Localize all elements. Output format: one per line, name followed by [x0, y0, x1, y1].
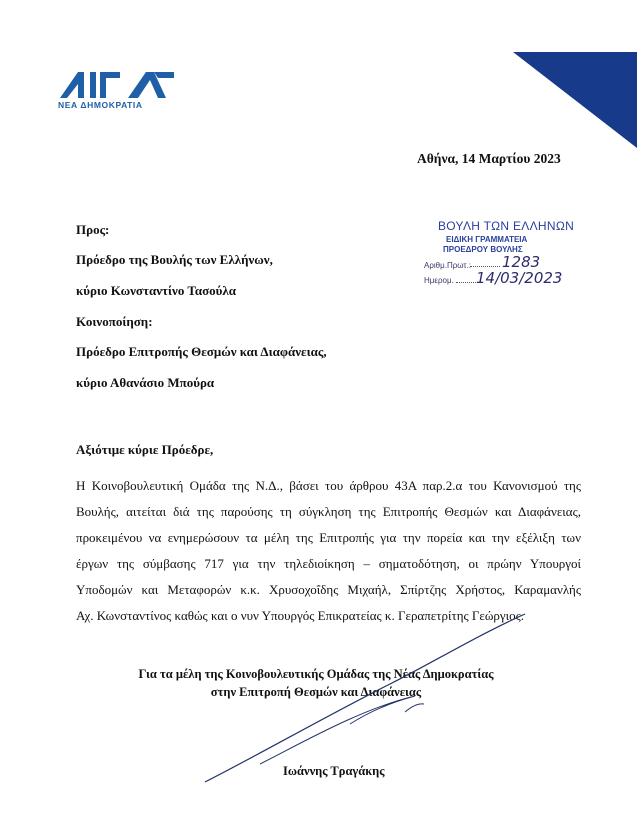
stamp-date-value: 14/03/2023: [476, 269, 563, 287]
body-line: προκειμένου να ενημερώσουν τα μέλη της Επιτροπής για την πορεία και την εξέλιξη των: [76, 530, 581, 545]
body-line: Αχ. Κωνσταντίνος καθώς και ο νυν Υπουργός Επικρατείας κ. Γεραπετρίτης Γεώργιος.: [76, 608, 525, 623]
cc-label: Κοινοποίηση:: [76, 314, 153, 329]
stamp-protocol-dots: [470, 266, 500, 267]
stamp-date-label: Ημερομ.: [424, 276, 454, 285]
logo-text: ΝΕΑ ΔΗΜΟΚΡΑΤΙΑ: [58, 100, 143, 110]
stamp-line-3: ΠΡΟΕΔΡΟΥ ΒΟΥΛΗΣ: [443, 245, 523, 254]
to-label: Προς:: [76, 222, 110, 237]
signatory-name: Ιωάννης Τραγάκης: [283, 764, 385, 778]
greeting: Αξιότιμε κύριε Πρόεδρε,: [76, 442, 214, 457]
party-logo-mark-icon: [58, 70, 180, 100]
body-line: έργων της σύμβασης 717 για την τηλεδιοίκηση – σηματοδότηση, οι πρώην Υπουργοί: [76, 556, 581, 571]
stamp-protocol-label: Αριθμ.Πρωτ.:: [424, 261, 472, 270]
stamp-title: ΒΟΥΛΗ ΤΩΝ ΕΛΛΗΝΩΝ: [438, 219, 575, 233]
body-line: Βουλής, αιτείται διά της παρούσης τη σύγκληση της Επιτροπής Θεσμών και Διαφάνειας,: [76, 504, 581, 519]
parliament-stamp: [420, 219, 610, 289]
signature-line-1: Για τα μέλη της Κοινοβουλευτικής Ομάδας της Νέας Δημοκρατίας: [138, 667, 494, 681]
cc-line-1: Πρόεδρο Επιτροπής Θεσμών και Διαφάνειας,: [76, 344, 327, 359]
letter-date: Αθήνα, 14 Μαρτίου 2023: [417, 151, 561, 166]
stamp-protocol-value: 1283: [502, 253, 541, 271]
handwritten-signature: [200, 604, 530, 789]
to-line-1: Πρόεδρο της Βουλής των Ελλήνων,: [76, 252, 273, 267]
signature-line-2: στην Επιτροπή Θεσμών και Διαφάνειας: [210, 685, 422, 699]
corner-triangle: [513, 52, 637, 148]
stamp-line-2: ΕΙΔΙΚΗ ΓΡΑΜΜΑΤΕΙΑ: [446, 235, 528, 244]
body-line: Η Κοινοβουλευτική Ομάδα της Ν.Δ., βάσει του άρθρου 43Α παρ.2.α του Κανονισμού της: [76, 478, 581, 493]
to-line-2: κύριο Κωνσταντίνο Τασούλα: [76, 283, 237, 298]
cc-line-2: κύριο Αθανάσιο Μπούρα: [76, 375, 215, 390]
stamp-date-dots: [456, 282, 476, 283]
body-line: Υποδομών και Μεταφορών κ.κ. Χρυσοχοΐδης Μιχαήλ, Σπίρτζης Χρήστος, Καραμανλής: [76, 582, 581, 597]
